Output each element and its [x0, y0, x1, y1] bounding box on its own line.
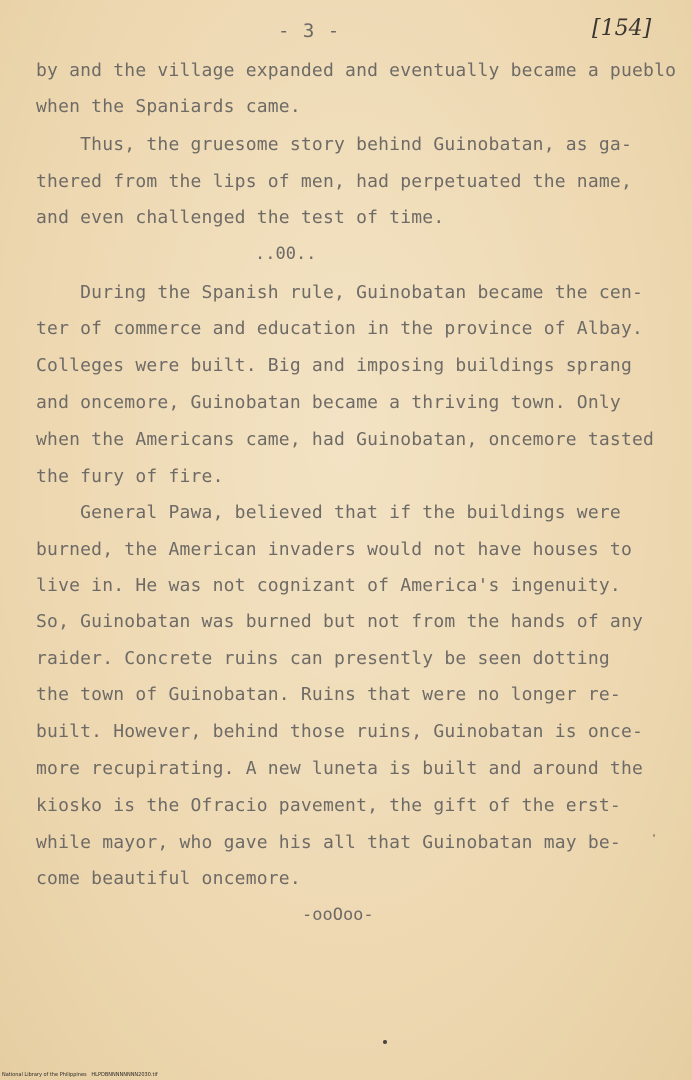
- text-line: by and the village expanded and eventually became a pueblo: [36, 60, 677, 81]
- end-separator: -ooOoo-: [302, 905, 374, 925]
- text-line: burned, the American invaders would not have houses to: [36, 539, 632, 560]
- text-line: the town of Guinobatan. Ruins that were no longer re-: [36, 684, 621, 705]
- scan-footer: National Library of the Philippines HLPDBNNNNNNNN2030.tif: [2, 1072, 158, 1078]
- ink-speck: [383, 1040, 387, 1044]
- section-separator: ..00..: [255, 244, 317, 264]
- text-line: Colleges were built. Big and imposing buildings sprang: [36, 355, 632, 376]
- text-line: and even challenged the test of time.: [36, 207, 445, 228]
- text-line: live in. He was not cognizant of America's ingenuity.: [36, 575, 621, 596]
- text-line: During the Spanish rule, Guinobatan became the cen-: [36, 282, 644, 303]
- ink-speck: [653, 834, 655, 837]
- text-line: Thus, the gruesome story behind Guinobatan, as ga-: [36, 134, 632, 155]
- text-line: when the Spaniards came.: [36, 96, 301, 117]
- text-line: kiosko is the Ofracio pavement, the gift of the erst-: [36, 795, 621, 816]
- text-line: come beautiful oncemore.: [36, 868, 301, 889]
- page-number: - 3 -: [278, 20, 341, 42]
- text-line: General Pawa, believed that if the buildings were: [36, 502, 621, 523]
- text-line: more recupirating. A new luneta is built and around the: [36, 758, 644, 779]
- archive-number: [154]: [592, 16, 652, 41]
- text-line: built. However, behind those ruins, Guinobatan is once-: [36, 721, 644, 742]
- text-line: and oncemore, Guinobatan became a thriving town. Only: [36, 392, 621, 413]
- text-line: thered from the lips of men, had perpetuated the name,: [36, 171, 632, 192]
- text-line: ter of commerce and education in the province of Albay.: [36, 318, 644, 339]
- text-line: raider. Concrete ruins can presently be seen dotting: [36, 648, 610, 669]
- text-line: So, Guinobatan was burned but not from the hands of any: [36, 611, 644, 632]
- text-line: the fury of fire.: [36, 466, 224, 487]
- text-line: when the Americans came, had Guinobatan, oncemore tasted: [36, 429, 655, 450]
- text-line: while mayor, who gave his all that Guinobatan may be-: [36, 832, 621, 853]
